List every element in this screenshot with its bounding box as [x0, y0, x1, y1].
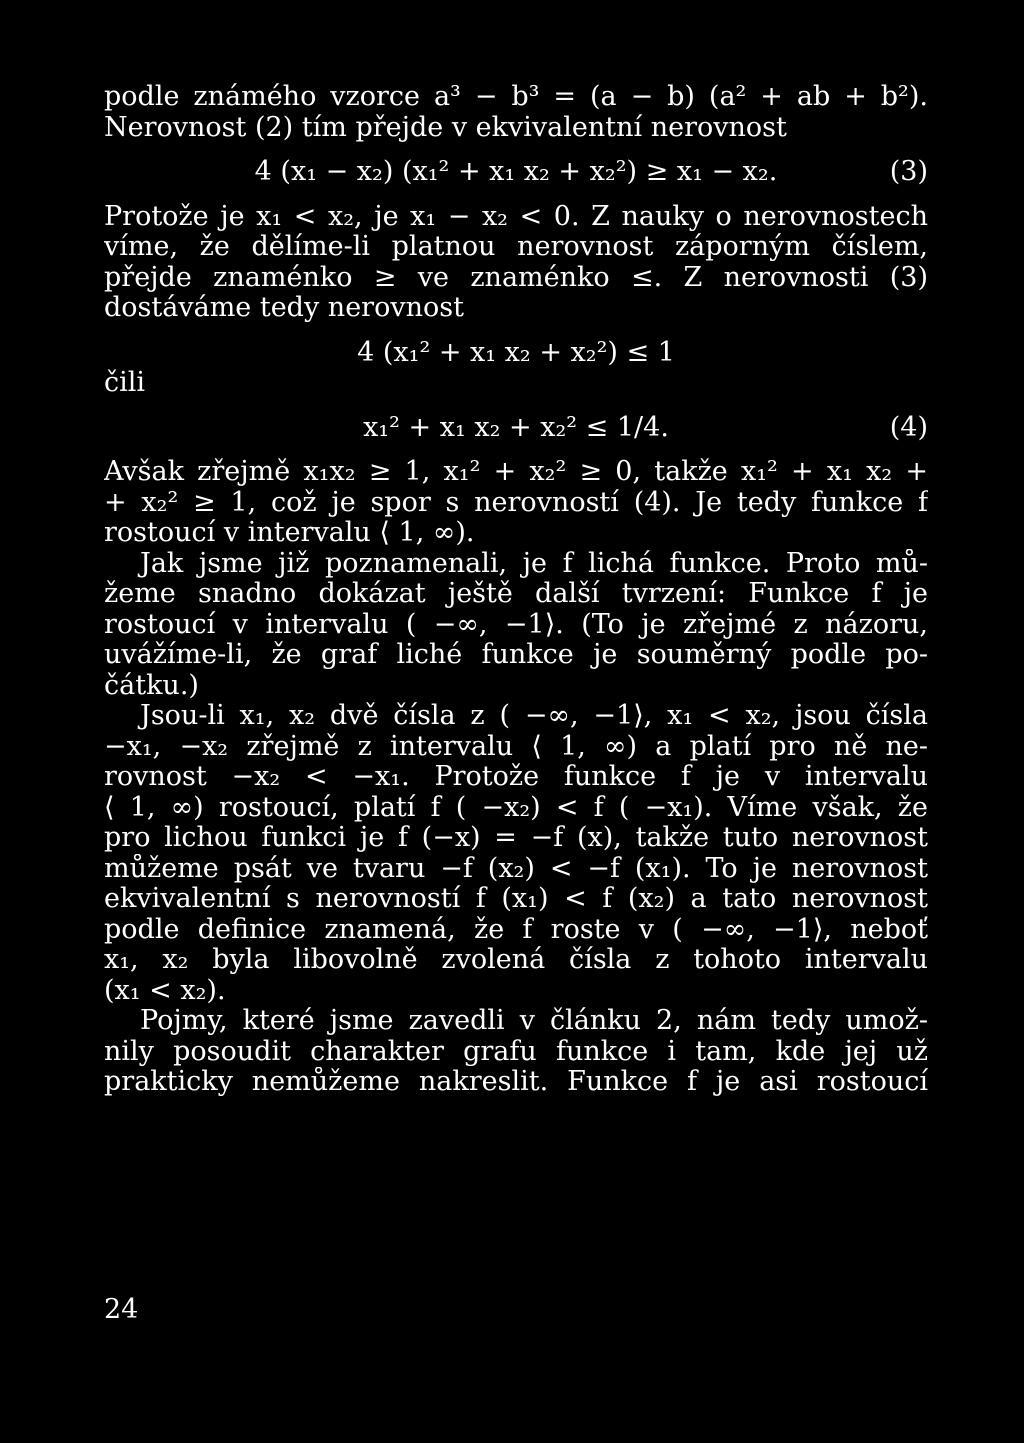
text-line: přejde znaménko ≥ ve znaménko ≤. Z nerovnosti (3): [104, 262, 928, 293]
text-line: čátku.): [104, 670, 199, 701]
text-line: −x₁, −x₂ zřejmě z intervalu ⟨ 1, ∞) a platí pro ně ne-: [104, 731, 928, 762]
text-line: Jak jsme již poznamenali, je f lichá funkce. Proto mů-: [140, 548, 928, 579]
text-line: ekvivalentní s nerovností f (x₁) < f (x₂) a tato nerovnost: [104, 884, 928, 914]
text-line: pro lichou funkci je f (−x) = −f (x), takže tuto nerovnost: [104, 823, 928, 853]
text-line: čili: [104, 368, 146, 398]
equation-expression: x₁² + x₁ x₂ + x₂² ≤ 1/4.: [363, 411, 669, 443]
text-line: ⟨ 1, ∞) rostoucí, platí f ( −x₂) < f ( −x₁). Víme však, že: [104, 792, 928, 823]
equation-expression: 4 (x₁ − x₂) (x₁² + x₁ x₂ + x₂²) ≥ x₁ − x₂.: [254, 156, 778, 187]
text-line: nily posoudit charakter grafu funkce i tam, kde jej už: [104, 1036, 928, 1067]
equation-unnumbered: [104, 338, 928, 369]
equation-expression: 4 (x₁² + x₁ x₂ + x₂²) ≤ 1: [357, 336, 675, 368]
equation-number: (4): [889, 411, 928, 443]
equation-number: (3): [889, 156, 928, 187]
page-number: 24: [104, 1294, 139, 1325]
text-line: rostoucí v intervalu ⟨ 1, ∞).: [104, 518, 475, 548]
text-line: x₁, x₂ byla libovolně zvolená čísla z tohoto intervalu: [104, 945, 928, 975]
text-line: (x₁ < x₂).: [104, 975, 226, 1006]
text-line: rostoucí v intervalu ( −∞, −1⟩. (To je zřejmé z názoru,: [104, 609, 928, 640]
equation-4: [104, 413, 928, 444]
text-line: žeme snadno dokázat ještě další tvrzení: Funkce f je: [104, 579, 928, 609]
text-line: dostáváme tedy nerovnost: [104, 293, 464, 323]
text-line: víme, že dělíme-li platnou nerovnost záporným číslem,: [104, 232, 928, 262]
text-line: prakticky nemůžeme nakreslit. Funkce f je asi rostoucí: [104, 1067, 928, 1097]
text-line: + x₂² ≥ 1, což je spor s nerovností (4). Je tedy funkce f: [104, 487, 928, 518]
text-line: Jsou-li x₁, x₂ dvě čísla z ( −∞, −1⟩, x₁ < x₂, jsou čísla: [140, 701, 928, 731]
text-line: můžeme psát ve tvaru −f (x₂) < −f (x₁). To je nerovnost: [104, 853, 928, 884]
text-line: podle známého vzorce a³ − b³ = (a − b) (a² + ab + b²).: [104, 82, 928, 112]
text-line: rovnost −x₂ < −x₁. Protože funkce f je v intervalu: [104, 762, 928, 792]
page-text: [104, 82, 928, 1098]
text-line: Pojmy, které jsme zavedli v článku 2, nám tedy umož-: [140, 1006, 928, 1036]
equation-3: [104, 157, 928, 188]
text-line: Protože je x₁ < x₂, je x₁ − x₂ < 0. Z nauky o nerovnostech: [104, 201, 928, 232]
text-line: Nerovnost (2) tím přejde v ekvivalentní nerovnost: [104, 112, 787, 143]
text-line: Avšak zřejmě x₁x₂ ≥ 1, x₁² + x₂² ≥ 0, takže x₁² + x₁ x₂ +: [104, 457, 928, 487]
text-line: podle definice znamená, že f roste v ( −∞, −1⟩, neboť: [104, 914, 928, 945]
text-line: uvážíme-li, že graf liché funkce je souměrný podle po-: [104, 640, 928, 670]
